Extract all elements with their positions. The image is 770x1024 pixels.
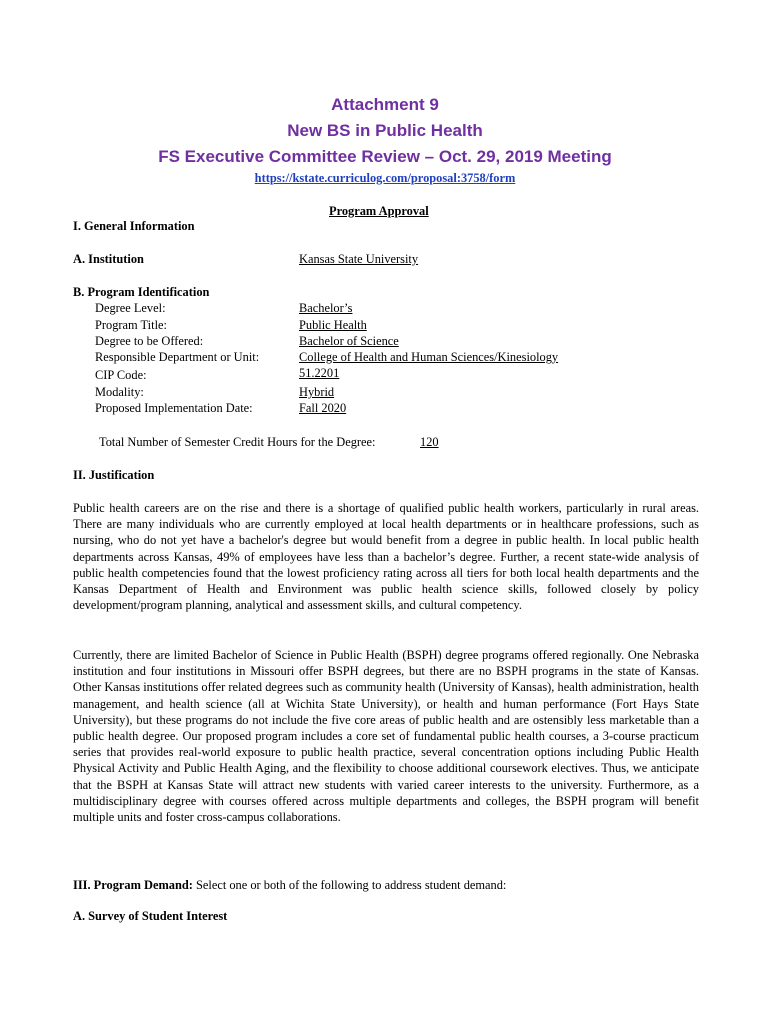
program-title-label: Program Title: bbox=[95, 318, 167, 332]
section-3-heading: III. Program Demand: bbox=[73, 878, 193, 892]
student-interest-subheading: A. Survey of Student Interest bbox=[73, 909, 228, 923]
institution-value: Kansas State University bbox=[299, 252, 419, 266]
section-1-heading: I. General Information bbox=[73, 219, 195, 233]
section-3-instructions: Select one or both of the following to address student demand: bbox=[192, 878, 507, 892]
program-title-value: Public Health bbox=[299, 318, 367, 332]
proposal-link[interactable]: https://kstate.curriculog.com/proposal:3758/form bbox=[254, 171, 516, 185]
degree-offered-value: Bachelor of Science bbox=[299, 334, 399, 348]
degree-level-label: Degree Level: bbox=[95, 301, 166, 315]
department-label: Responsible Department or Unit: bbox=[95, 350, 260, 364]
section-2-heading: II. Justification bbox=[73, 468, 155, 482]
program-heading: New BS in Public Health bbox=[287, 121, 483, 140]
department-value: College of Health and Human Sciences/Kinesiology bbox=[299, 350, 559, 364]
justification-paragraph-1: Public health careers are on the rise and there is a shortage of qualified public health workers, particularly in rural areas. There are many individuals who are currently employed at local health departments or in healthcare professions, such as nursing, who do not yet have a bachelor's degree but would benefit from a degree in public health. In local public health departments across Kansas, 49% of employees have less than a bachelor’s degree. Further, a recent state-wide analysis of public health competencies found that the lowest proficiency rating across all tiers for both local health departments and the Kansas Department of Health and Environment was public health science skills, followed closely by policy development/program planning, analytical and assessment skills, and cultural competency. bbox=[73, 501, 699, 613]
justification-paragraph-2: Currently, there are limited Bachelor of Science in Public Health (BSPH) degree programs offered regionally. One Nebraska institution and four institutions in Missouri offer BSPH degrees, but there are no BSPH programs in the state of Kansas. Other Kansas institutions offer related degrees such as community health (University of Kansas), health administration, health management, and health science (all at Wichita State University), or health and human performance (Fort Hays State University), but these programs do not include the five core areas of public health and are ostensibly less marketable than a public health degree. Our proposed program includes a core set of fundamental public health courses, a 3-course practicum series that provides real-world exposure to public health practice, several concentration options including Public Health Physical Activity and Public Health Aging, and the flexibility to choose additional coursework electives. Thus, we anticipate that the BSPH at Kansas State will attract new students with varied career interests to the university. Furthermore, as a multidisciplinary degree with courses offered across multiple departments and colleges, the BSPH program will benefit multiple units and foster cross-campus collaborations. bbox=[73, 648, 699, 825]
section-3-heading-line bbox=[73, 878, 506, 893]
modality-label: Modality: bbox=[95, 385, 144, 399]
degree-level-value: Bachelor’s bbox=[299, 301, 353, 315]
credit-hours-label: Total Number of Semester Credit Hours for the Degree: bbox=[99, 435, 376, 449]
program-approval-title: Program Approval bbox=[329, 204, 429, 218]
degree-offered-label: Degree to be Offered: bbox=[95, 334, 204, 348]
credit-hours-value: 120 bbox=[420, 435, 439, 449]
institution-label: A. Institution bbox=[73, 252, 144, 266]
review-heading: FS Executive Committee Review – Oct. 29, 2019 Meeting bbox=[158, 147, 612, 166]
attachment-title: Attachment 9 bbox=[331, 95, 439, 114]
modality-value: Hybrid bbox=[299, 385, 335, 399]
implementation-date-label: Proposed Implementation Date: bbox=[95, 401, 253, 415]
implementation-date-value: Fall 2020 bbox=[299, 401, 347, 415]
program-identification-heading: B. Program Identification bbox=[73, 285, 210, 299]
cip-code-label: CIP Code: bbox=[95, 368, 147, 382]
cip-code-value: 51.2201 bbox=[299, 366, 340, 380]
